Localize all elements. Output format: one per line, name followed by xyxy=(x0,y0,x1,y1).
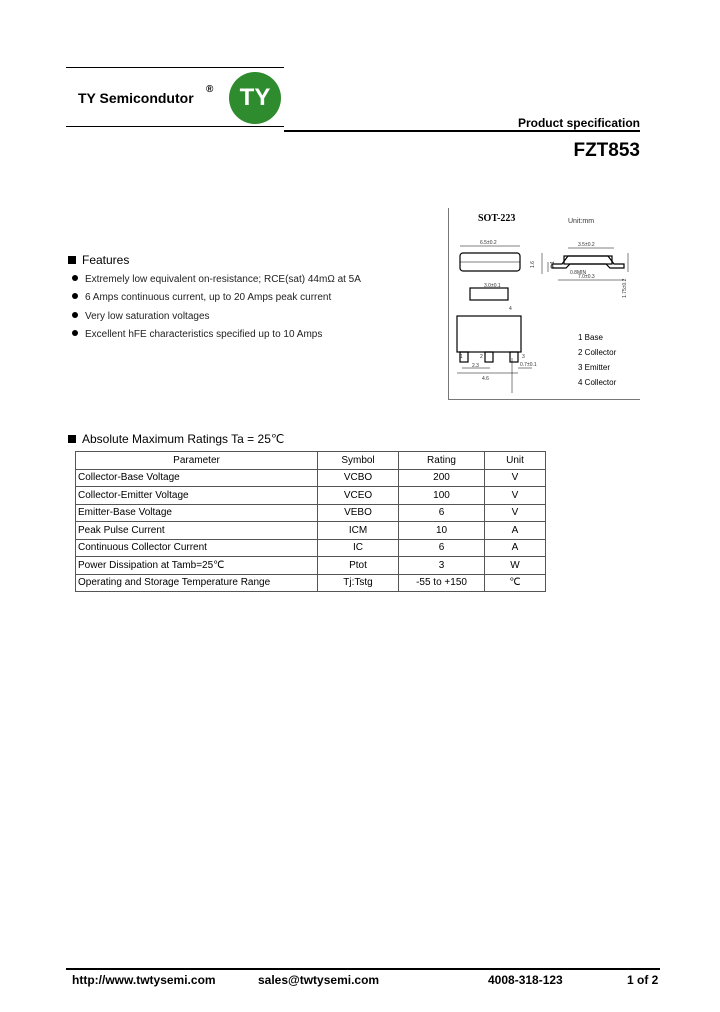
svg-text:2: 2 xyxy=(480,354,483,360)
symbol-cell: ICM xyxy=(318,522,399,540)
feature-item xyxy=(72,292,331,303)
feature-item xyxy=(72,329,322,340)
rating-cell: 6 xyxy=(399,504,485,522)
rating-cell: 200 xyxy=(399,469,485,487)
svg-text:1.75±0.2: 1.75±0.2 xyxy=(622,278,628,298)
package-title: SOT-223 xyxy=(478,213,516,224)
svg-text:3.0±0.1: 3.0±0.1 xyxy=(484,283,501,289)
bullet-icon xyxy=(72,312,78,318)
parameter-cell: Emitter-Base Voltage xyxy=(76,504,318,522)
ratings-heading-text: Absolute Maximum Ratings Ta = 25℃ xyxy=(82,432,285,446)
rating-cell: 100 xyxy=(399,487,485,505)
symbol-cell: Ptot xyxy=(318,557,399,575)
unit-note: Unit:mm xyxy=(568,218,595,225)
table-row xyxy=(76,469,546,487)
bullet-icon xyxy=(72,330,78,336)
table-row xyxy=(76,539,546,557)
header-main-rule xyxy=(284,130,640,132)
table-row xyxy=(76,557,546,575)
svg-text:1: 1 xyxy=(460,354,463,360)
pin-label-2: 2 Collector xyxy=(578,348,617,357)
rating-cell: 10 xyxy=(399,522,485,540)
pin-label-3: 3 Emitter xyxy=(578,363,611,372)
feature-text: Excellent hFE characteristics specified up to 10 Amps xyxy=(85,329,323,340)
svg-text:0.1: 0.1 xyxy=(550,261,556,268)
ratings-table xyxy=(75,451,546,592)
registered-mark: ® xyxy=(206,84,214,95)
unit-cell: W xyxy=(485,557,546,575)
page-number: 1 of 2 xyxy=(627,973,659,987)
symbol-cell: Tj:Tstg xyxy=(318,574,399,592)
symbol-cell: IC xyxy=(318,539,399,557)
bullet-icon xyxy=(72,293,78,299)
svg-text:3: 3 xyxy=(522,354,525,360)
section-bullet-icon xyxy=(68,256,76,264)
table-row xyxy=(76,504,546,522)
unit-cell: ℃ xyxy=(485,574,546,592)
rating-cell: 6 xyxy=(399,539,485,557)
column-header: Symbol xyxy=(318,452,399,470)
table-row xyxy=(76,574,546,592)
unit-cell: V xyxy=(485,487,546,505)
rating-cell: 3 xyxy=(399,557,485,575)
feature-item xyxy=(72,311,210,322)
features-heading-text: Features xyxy=(82,253,130,267)
footer-website-link[interactable]: http://www.twtysemi.com xyxy=(72,973,216,987)
svg-text:2.3: 2.3 xyxy=(472,363,479,369)
svg-text:3.5±0.2: 3.5±0.2 xyxy=(578,242,595,248)
company-logo: TY xyxy=(229,72,281,124)
features-heading xyxy=(68,253,129,267)
package-drawing xyxy=(448,208,640,400)
rating-cell: -55 to +150 xyxy=(399,574,485,592)
package-outline-icon xyxy=(452,228,632,398)
parameter-cell: Operating and Storage Temperature Range xyxy=(76,574,318,592)
svg-text:0.8MIN: 0.8MIN xyxy=(570,270,587,276)
symbol-cell: VCBO xyxy=(318,469,399,487)
column-header: Parameter xyxy=(76,452,318,470)
svg-text:7.0±0.3: 7.0±0.3 xyxy=(578,274,595,280)
svg-text:1.6: 1.6 xyxy=(530,261,536,268)
feature-text: Very low saturation voltages xyxy=(85,311,210,322)
feature-text: Extremely low equivalent on-resistance; RCE(sat) 44mΩ at 5A xyxy=(85,274,361,285)
company-name: TY Semicondutor xyxy=(78,90,194,106)
pin-label-1: 1 Base xyxy=(578,333,603,342)
footer-rule xyxy=(66,968,660,970)
unit-cell: V xyxy=(485,504,546,522)
section-bullet-icon xyxy=(68,435,76,443)
parameter-cell: Power Dissipation at Tamb=25℃ xyxy=(76,557,318,575)
parameter-cell: Peak Pulse Current xyxy=(76,522,318,540)
svg-text:4: 4 xyxy=(509,306,512,312)
column-header: Unit xyxy=(485,452,546,470)
footer-email-link[interactable]: sales@twtysemi.com xyxy=(258,973,380,987)
part-number: FZT853 xyxy=(573,140,640,161)
column-header: Rating xyxy=(399,452,485,470)
feature-item xyxy=(72,274,361,285)
parameter-cell: Continuous Collector Current xyxy=(76,539,318,557)
ratings-heading xyxy=(68,432,284,446)
table-row xyxy=(76,487,546,505)
header-top-rule xyxy=(66,67,284,68)
footer-phone: 4008-318-123 xyxy=(488,973,563,987)
table-row xyxy=(76,522,546,540)
feature-text: 6 Amps continuous current, up to 20 Amps peak current xyxy=(85,292,332,303)
bullet-icon xyxy=(72,275,78,281)
drawing-frame-left xyxy=(448,208,449,400)
unit-cell: V xyxy=(485,469,546,487)
header-short-rule xyxy=(66,126,284,127)
unit-cell: A xyxy=(485,539,546,557)
drawing-frame-bottom xyxy=(448,399,640,400)
parameter-cell: Collector-Emitter Voltage xyxy=(76,487,318,505)
svg-text:0.7±0.1: 0.7±0.1 xyxy=(520,362,537,368)
unit-cell: A xyxy=(485,522,546,540)
symbol-cell: VEBO xyxy=(318,504,399,522)
pin-label-4: 4 Collector xyxy=(578,378,617,387)
symbol-cell: VCEO xyxy=(318,487,399,505)
parameter-cell: Collector-Base Voltage xyxy=(76,469,318,487)
svg-text:6.5±0.2: 6.5±0.2 xyxy=(480,240,497,246)
table-header-row xyxy=(76,452,546,470)
svg-text:4.6: 4.6 xyxy=(482,376,489,382)
doc-type: Product specification xyxy=(517,116,640,130)
